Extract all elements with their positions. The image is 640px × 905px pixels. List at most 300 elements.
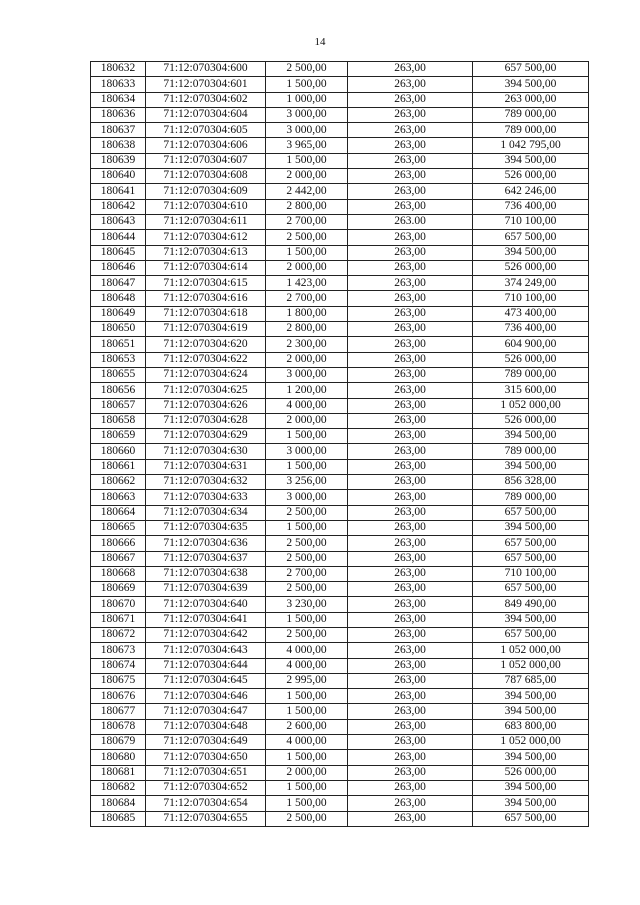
- record-id-cell: 180676: [91, 689, 146, 704]
- total-value-cell: 1 052 000,00: [473, 658, 589, 673]
- area-cell: 2 442,00: [266, 184, 348, 199]
- area-cell: 4 000,00: [266, 735, 348, 750]
- record-id-cell: 180685: [91, 811, 146, 826]
- rate-cell: 263,00: [348, 306, 473, 321]
- rate-cell: 263,00: [348, 505, 473, 520]
- area-cell: 2 800,00: [266, 322, 348, 337]
- table-row: [91, 413, 589, 428]
- cadastral-number-cell: 71:12:070304:632: [146, 475, 266, 490]
- rate-cell: 263,00: [348, 337, 473, 352]
- area-cell: 2 500,00: [266, 536, 348, 551]
- table-row: [91, 153, 589, 168]
- total-value-cell: 526 000,00: [473, 260, 589, 275]
- record-id-cell: 180670: [91, 597, 146, 612]
- cadastral-number-cell: 71:12:070304:613: [146, 245, 266, 260]
- record-id-cell: 180637: [91, 123, 146, 138]
- record-id-cell: 180639: [91, 153, 146, 168]
- cadastral-number-cell: 71:12:070304:654: [146, 796, 266, 811]
- area-cell: 1 500,00: [266, 780, 348, 795]
- total-value-cell: 1 042 795,00: [473, 138, 589, 153]
- cadastral-number-cell: 71:12:070304:618: [146, 306, 266, 321]
- table-row: [91, 475, 589, 490]
- table-row: [91, 597, 589, 612]
- total-value-cell: 394 500,00: [473, 780, 589, 795]
- cadastral-number-cell: 71:12:070304:649: [146, 735, 266, 750]
- area-cell: 2 500,00: [266, 627, 348, 642]
- cadastral-number-cell: 71:12:070304:650: [146, 750, 266, 765]
- record-id-cell: 180642: [91, 199, 146, 214]
- table-row: [91, 92, 589, 107]
- table-row: [91, 735, 589, 750]
- cadastral-number-cell: 71:12:070304:615: [146, 276, 266, 291]
- table-row: [91, 566, 589, 581]
- area-cell: 3 000,00: [266, 444, 348, 459]
- area-cell: 1 500,00: [266, 77, 348, 92]
- total-value-cell: 683 800,00: [473, 719, 589, 734]
- rate-cell: 263,00: [348, 719, 473, 734]
- table-row: [91, 123, 589, 138]
- record-id-cell: 180680: [91, 750, 146, 765]
- record-id-cell: 180668: [91, 566, 146, 581]
- total-value-cell: 394 500,00: [473, 750, 589, 765]
- rate-cell: 263,00: [348, 367, 473, 382]
- record-id-cell: 180633: [91, 77, 146, 92]
- area-cell: 1 500,00: [266, 704, 348, 719]
- table-row: [91, 689, 589, 704]
- cadastral-number-cell: 71:12:070304:620: [146, 337, 266, 352]
- total-value-cell: 710 100,00: [473, 214, 589, 229]
- rate-cell: 263,00: [348, 735, 473, 750]
- rate-cell: 263,00: [348, 566, 473, 581]
- total-value-cell: 526 000,00: [473, 169, 589, 184]
- area-cell: 2 500,00: [266, 62, 348, 77]
- area-cell: 2 700,00: [266, 291, 348, 306]
- rate-cell: 263,00: [348, 796, 473, 811]
- record-id-cell: 180677: [91, 704, 146, 719]
- cadastral-number-cell: 71:12:070304:601: [146, 77, 266, 92]
- cadastral-number-cell: 71:12:070304:628: [146, 413, 266, 428]
- table-row: [91, 520, 589, 535]
- rate-cell: 263,00: [348, 199, 473, 214]
- cadastral-number-cell: 71:12:070304:634: [146, 505, 266, 520]
- total-value-cell: 394 500,00: [473, 704, 589, 719]
- record-id-cell: 180681: [91, 765, 146, 780]
- total-value-cell: 657 500,00: [473, 62, 589, 77]
- area-cell: 1 500,00: [266, 245, 348, 260]
- area-cell: 2 500,00: [266, 582, 348, 597]
- rate-cell: 263,00: [348, 551, 473, 566]
- record-id-cell: 180644: [91, 230, 146, 245]
- rate-cell: 263,00: [348, 429, 473, 444]
- area-cell: 3 000,00: [266, 367, 348, 382]
- record-id-cell: 180650: [91, 322, 146, 337]
- cadastral-number-cell: 71:12:070304:624: [146, 367, 266, 382]
- cadastral-number-cell: 71:12:070304:637: [146, 551, 266, 566]
- area-cell: 1 500,00: [266, 153, 348, 168]
- total-value-cell: 736 400,00: [473, 322, 589, 337]
- table-row: [91, 796, 589, 811]
- area-cell: 2 500,00: [266, 505, 348, 520]
- cadastral-number-cell: 71:12:070304:607: [146, 153, 266, 168]
- table-row: [91, 337, 589, 352]
- total-value-cell: 394 500,00: [473, 459, 589, 474]
- record-id-cell: 180634: [91, 92, 146, 107]
- total-value-cell: 394 500,00: [473, 689, 589, 704]
- table-row: [91, 322, 589, 337]
- total-value-cell: 526 000,00: [473, 413, 589, 428]
- cadastral-number-cell: 71:12:070304:641: [146, 612, 266, 627]
- rate-cell: 263,00: [348, 490, 473, 505]
- table-row: [91, 811, 589, 826]
- area-cell: 2 800,00: [266, 199, 348, 214]
- total-value-cell: 1 052 000,00: [473, 735, 589, 750]
- rate-cell: 263,00: [348, 62, 473, 77]
- record-id-cell: 180673: [91, 643, 146, 658]
- rate-cell: 263,00: [348, 643, 473, 658]
- area-cell: 2 700,00: [266, 214, 348, 229]
- total-value-cell: 789 000,00: [473, 107, 589, 122]
- record-id-cell: 180640: [91, 169, 146, 184]
- cadastral-number-cell: 71:12:070304:609: [146, 184, 266, 199]
- record-id-cell: 180674: [91, 658, 146, 673]
- area-cell: 1 500,00: [266, 612, 348, 627]
- rate-cell: 263,00: [348, 750, 473, 765]
- total-value-cell: 849 490,00: [473, 597, 589, 612]
- table-row: [91, 398, 589, 413]
- area-cell: 1 800,00: [266, 306, 348, 321]
- table-row: [91, 184, 589, 199]
- record-id-cell: 180671: [91, 612, 146, 627]
- cadastral-number-cell: 71:12:070304:608: [146, 169, 266, 184]
- area-cell: 2 000,00: [266, 169, 348, 184]
- rate-cell: 263,00: [348, 536, 473, 551]
- rate-cell: 263,00: [348, 322, 473, 337]
- table-row: [91, 230, 589, 245]
- total-value-cell: 787 685,00: [473, 673, 589, 688]
- area-cell: 1 500,00: [266, 429, 348, 444]
- cadastral-number-cell: 71:12:070304:619: [146, 322, 266, 337]
- record-id-cell: 180664: [91, 505, 146, 520]
- total-value-cell: 657 500,00: [473, 230, 589, 245]
- cadastral-number-cell: 71:12:070304:611: [146, 214, 266, 229]
- record-id-cell: 180645: [91, 245, 146, 260]
- area-cell: 4 000,00: [266, 658, 348, 673]
- rate-cell: 263,00: [348, 704, 473, 719]
- total-value-cell: 315 600,00: [473, 383, 589, 398]
- area-cell: 4 000,00: [266, 643, 348, 658]
- record-id-cell: 180682: [91, 780, 146, 795]
- cadastral-number-cell: 71:12:070304:630: [146, 444, 266, 459]
- total-value-cell: 789 000,00: [473, 444, 589, 459]
- table-row: [91, 77, 589, 92]
- area-cell: 2 500,00: [266, 230, 348, 245]
- cadastral-number-cell: 71:12:070304:614: [146, 260, 266, 275]
- record-id-cell: 180643: [91, 214, 146, 229]
- record-id-cell: 180651: [91, 337, 146, 352]
- cadastral-number-cell: 71:12:070304:606: [146, 138, 266, 153]
- cadastral-number-cell: 71:12:070304:638: [146, 566, 266, 581]
- area-cell: 1 500,00: [266, 520, 348, 535]
- rate-cell: 263,00: [348, 597, 473, 612]
- total-value-cell: 374 249,00: [473, 276, 589, 291]
- table-row: [91, 107, 589, 122]
- cadastral-number-cell: 71:12:070304:626: [146, 398, 266, 413]
- area-cell: 2 500,00: [266, 811, 348, 826]
- cadastral-number-cell: 71:12:070304:625: [146, 383, 266, 398]
- record-id-cell: 180675: [91, 673, 146, 688]
- area-cell: 2 700,00: [266, 566, 348, 581]
- record-id-cell: 180679: [91, 735, 146, 750]
- total-value-cell: 657 500,00: [473, 505, 589, 520]
- table-row: [91, 245, 589, 260]
- record-id-cell: 180648: [91, 291, 146, 306]
- cadastral-number-cell: 71:12:070304:655: [146, 811, 266, 826]
- rate-cell: 263,00: [348, 444, 473, 459]
- cadastral-number-cell: 71:12:070304:616: [146, 291, 266, 306]
- table-row: [91, 765, 589, 780]
- record-id-cell: 180669: [91, 582, 146, 597]
- rate-cell: 263,00: [348, 291, 473, 306]
- rate-cell: 263,00: [348, 612, 473, 627]
- record-id-cell: 180660: [91, 444, 146, 459]
- record-id-cell: 180656: [91, 383, 146, 398]
- total-value-cell: 789 000,00: [473, 490, 589, 505]
- total-value-cell: 657 500,00: [473, 627, 589, 642]
- rate-cell: 263,00: [348, 260, 473, 275]
- total-value-cell: 394 500,00: [473, 245, 589, 260]
- total-value-cell: 657 500,00: [473, 551, 589, 566]
- table-row: [91, 750, 589, 765]
- record-id-cell: 180641: [91, 184, 146, 199]
- cadastral-number-cell: 71:12:070304:604: [146, 107, 266, 122]
- rate-cell: 263,00: [348, 689, 473, 704]
- rate-cell: 263,00: [348, 627, 473, 642]
- rate-cell: 263,00: [348, 673, 473, 688]
- rate-cell: 263,00: [348, 184, 473, 199]
- area-cell: 2 000,00: [266, 413, 348, 428]
- rate-cell: 263,00: [348, 92, 473, 107]
- rate-cell: 263,00: [348, 765, 473, 780]
- rate-cell: 263,00: [348, 169, 473, 184]
- table-row: [91, 352, 589, 367]
- record-id-cell: 180665: [91, 520, 146, 535]
- record-id-cell: 180646: [91, 260, 146, 275]
- table-row: [91, 643, 589, 658]
- record-id-cell: 180678: [91, 719, 146, 734]
- rate-cell: 263,00: [348, 780, 473, 795]
- table-row: [91, 367, 589, 382]
- total-value-cell: 1 052 000,00: [473, 398, 589, 413]
- area-cell: 2 995,00: [266, 673, 348, 688]
- record-id-cell: 180638: [91, 138, 146, 153]
- total-value-cell: 789 000,00: [473, 123, 589, 138]
- area-cell: 3 000,00: [266, 107, 348, 122]
- record-id-cell: 180672: [91, 627, 146, 642]
- table-row: [91, 291, 589, 306]
- table-row: [91, 627, 589, 642]
- table-body: [91, 62, 589, 827]
- total-value-cell: 526 000,00: [473, 765, 589, 780]
- record-id-cell: 180659: [91, 429, 146, 444]
- record-id-cell: 180667: [91, 551, 146, 566]
- record-id-cell: 180649: [91, 306, 146, 321]
- cadastral-number-cell: 71:12:070304:639: [146, 582, 266, 597]
- table-row: [91, 719, 589, 734]
- record-id-cell: 180684: [91, 796, 146, 811]
- table-row: [91, 551, 589, 566]
- cadastral-number-cell: 71:12:070304:600: [146, 62, 266, 77]
- cadastral-number-cell: 71:12:070304:612: [146, 230, 266, 245]
- total-value-cell: 394 500,00: [473, 153, 589, 168]
- cadastral-number-cell: 71:12:070304:646: [146, 689, 266, 704]
- rate-cell: 263,00: [348, 107, 473, 122]
- area-cell: 2 500,00: [266, 551, 348, 566]
- rate-cell: 263.00: [348, 214, 473, 229]
- total-value-cell: 394 500,00: [473, 520, 589, 535]
- total-value-cell: 657 500,00: [473, 536, 589, 551]
- cadastral-number-cell: 71:12:070304:605: [146, 123, 266, 138]
- rate-cell: 263,00: [348, 413, 473, 428]
- area-cell: 1 500,00: [266, 796, 348, 811]
- table-row: [91, 260, 589, 275]
- rate-cell: 263,00: [348, 77, 473, 92]
- cadastral-number-cell: 71:12:070304:647: [146, 704, 266, 719]
- table-row: [91, 673, 589, 688]
- rate-cell: 263,00: [348, 520, 473, 535]
- record-id-cell: 180653: [91, 352, 146, 367]
- table-row: [91, 383, 589, 398]
- rate-cell: 263,00: [348, 658, 473, 673]
- cadastral-number-cell: 71:12:070304:642: [146, 627, 266, 642]
- rate-cell: 263,00: [348, 123, 473, 138]
- table-row: [91, 505, 589, 520]
- rate-cell: 263,00: [348, 276, 473, 291]
- record-id-cell: 180662: [91, 475, 146, 490]
- record-id-cell: 180663: [91, 490, 146, 505]
- total-value-cell: 263 000,00: [473, 92, 589, 107]
- table-row: [91, 780, 589, 795]
- area-cell: 1 000,00: [266, 92, 348, 107]
- total-value-cell: 1 052 000,00: [473, 643, 589, 658]
- total-value-cell: 394 500,00: [473, 77, 589, 92]
- table-row: [91, 276, 589, 291]
- cadastral-number-cell: 71:12:070304:610: [146, 199, 266, 214]
- table-row: [91, 214, 589, 229]
- land-plot-table: [90, 61, 589, 827]
- table-row: [91, 459, 589, 474]
- area-cell: 3 230,00: [266, 597, 348, 612]
- rate-cell: 263,00: [348, 153, 473, 168]
- record-id-cell: 180661: [91, 459, 146, 474]
- rate-cell: 263,00: [348, 459, 473, 474]
- area-cell: 1 500,00: [266, 750, 348, 765]
- cadastral-number-cell: 71:12:070304:640: [146, 597, 266, 612]
- area-cell: 2 600,00: [266, 719, 348, 734]
- area-cell: 3 000,00: [266, 123, 348, 138]
- area-cell: 2 300,00: [266, 337, 348, 352]
- rate-cell: 263,00: [348, 811, 473, 826]
- table-row: [91, 582, 589, 597]
- area-cell: 2 000,00: [266, 765, 348, 780]
- cadastral-number-cell: 71:12:070304:633: [146, 490, 266, 505]
- rate-cell: 263,00: [348, 230, 473, 245]
- area-cell: 1 200,00: [266, 383, 348, 398]
- table-row: [91, 199, 589, 214]
- rate-cell: 263,00: [348, 352, 473, 367]
- total-value-cell: 856 328,00: [473, 475, 589, 490]
- table-row: [91, 306, 589, 321]
- table-row: [91, 536, 589, 551]
- rate-cell: 263,00: [348, 475, 473, 490]
- record-id-cell: 180666: [91, 536, 146, 551]
- cadastral-number-cell: 71:12:070304:635: [146, 520, 266, 535]
- area-cell: 2 000,00: [266, 352, 348, 367]
- cadastral-number-cell: 71:12:070304:629: [146, 429, 266, 444]
- cadastral-number-cell: 71:12:070304:644: [146, 658, 266, 673]
- total-value-cell: 736 400,00: [473, 199, 589, 214]
- table-row: [91, 704, 589, 719]
- total-value-cell: 657 500,00: [473, 582, 589, 597]
- table-row: [91, 169, 589, 184]
- cadastral-number-cell: 71:12:070304:645: [146, 673, 266, 688]
- cadastral-number-cell: 71:12:070304:648: [146, 719, 266, 734]
- cadastral-number-cell: 71:12:070304:651: [146, 765, 266, 780]
- total-value-cell: 710 100,00: [473, 291, 589, 306]
- record-id-cell: 180647: [91, 276, 146, 291]
- table-row: [91, 62, 589, 77]
- total-value-cell: 642 246,00: [473, 184, 589, 199]
- rate-cell: 263,00: [348, 398, 473, 413]
- cadastral-number-cell: 71:12:070304:602: [146, 92, 266, 107]
- total-value-cell: 394 500,00: [473, 429, 589, 444]
- total-value-cell: 789 000,00: [473, 367, 589, 382]
- cadastral-number-cell: 71:12:070304:652: [146, 780, 266, 795]
- record-id-cell: 180655: [91, 367, 146, 382]
- rate-cell: 263,00: [348, 138, 473, 153]
- area-cell: 2 000,00: [266, 260, 348, 275]
- area-cell: 3 965,00: [266, 138, 348, 153]
- table-row: [91, 658, 589, 673]
- record-id-cell: 180632: [91, 62, 146, 77]
- cadastral-number-cell: 71:12:070304:643: [146, 643, 266, 658]
- cadastral-number-cell: 71:12:070304:631: [146, 459, 266, 474]
- total-value-cell: 394 500,00: [473, 796, 589, 811]
- record-id-cell: 180658: [91, 413, 146, 428]
- record-id-cell: 180657: [91, 398, 146, 413]
- total-value-cell: 657 500,00: [473, 811, 589, 826]
- cadastral-number-cell: 71:12:070304:636: [146, 536, 266, 551]
- rate-cell: 263,00: [348, 245, 473, 260]
- record-id-cell: 180636: [91, 107, 146, 122]
- total-value-cell: 604 900,00: [473, 337, 589, 352]
- total-value-cell: 526 000,00: [473, 352, 589, 367]
- total-value-cell: 394 500,00: [473, 612, 589, 627]
- page-number: 14: [314, 36, 326, 48]
- area-cell: 3 256,00: [266, 475, 348, 490]
- area-cell: 1 500,00: [266, 689, 348, 704]
- total-value-cell: 473 400,00: [473, 306, 589, 321]
- cadastral-number-cell: 71:12:070304:622: [146, 352, 266, 367]
- area-cell: 1 500,00: [266, 459, 348, 474]
- area-cell: 3 000,00: [266, 490, 348, 505]
- total-value-cell: 710 100,00: [473, 566, 589, 581]
- area-cell: 4 000,00: [266, 398, 348, 413]
- rate-cell: 263,00: [348, 582, 473, 597]
- table-row: [91, 138, 589, 153]
- rate-cell: 263,00: [348, 383, 473, 398]
- area-cell: 1 423,00: [266, 276, 348, 291]
- table-row: [91, 612, 589, 627]
